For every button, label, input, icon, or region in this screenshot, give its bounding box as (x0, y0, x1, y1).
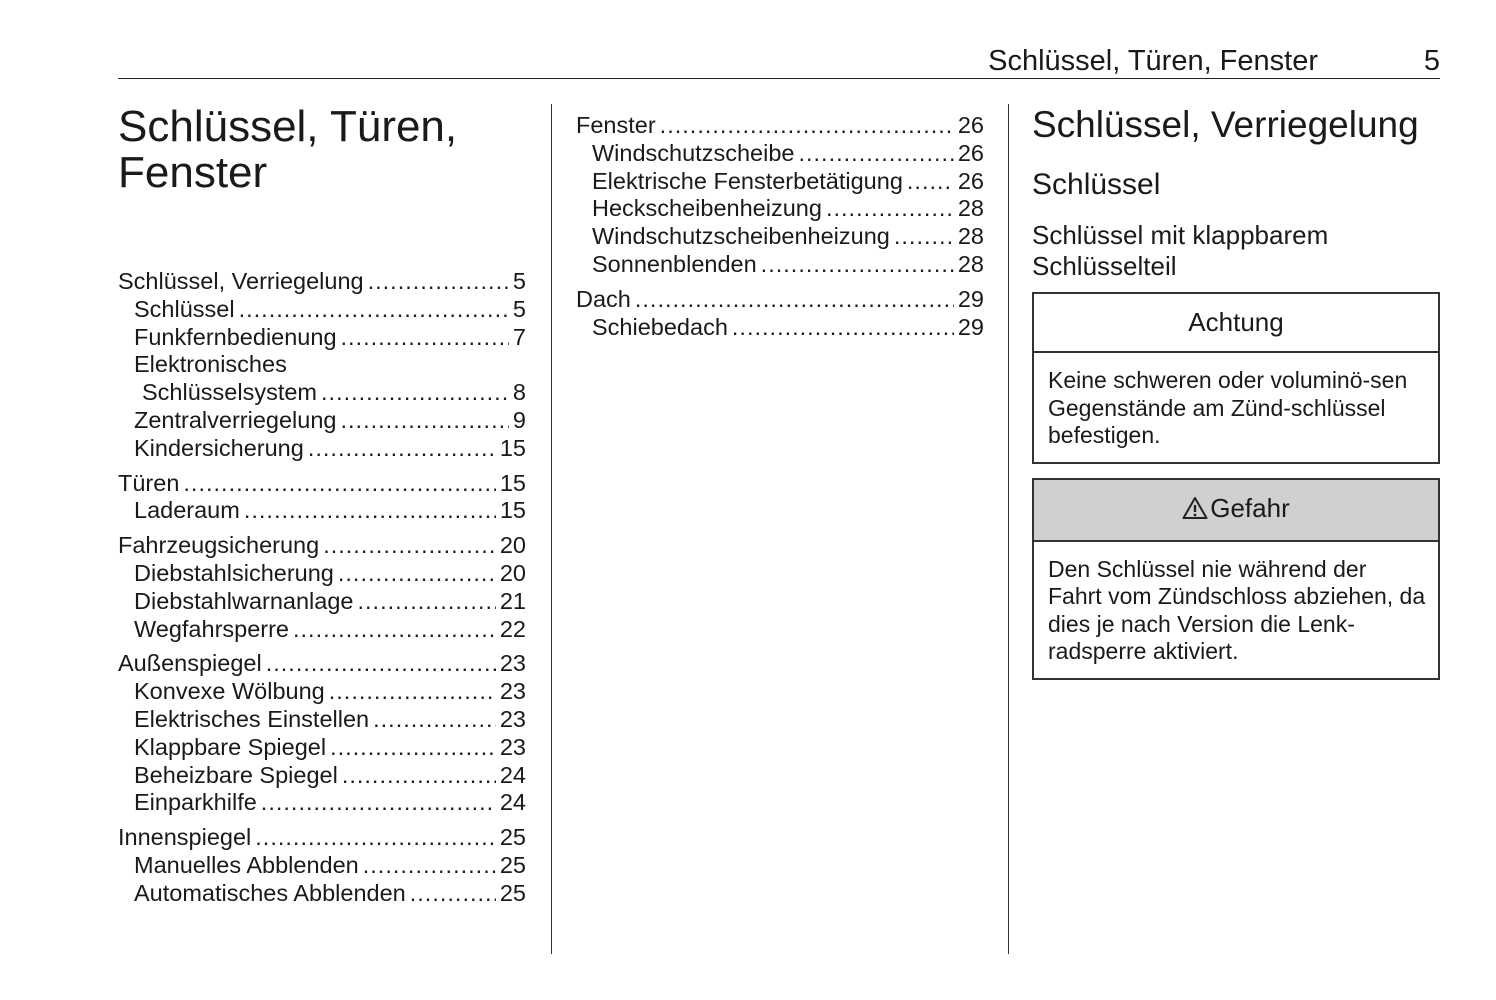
table-of-contents-column-1 (118, 268, 526, 915)
warning-triangle-icon (1182, 496, 1208, 526)
column-divider (1008, 104, 1009, 954)
toc-group (118, 532, 526, 643)
toc-subentry[interactable]: Laderaum ..... 15 (118, 497, 526, 525)
toc-group (118, 268, 526, 463)
caution-title: Achtung (1034, 294, 1438, 353)
running-header-title: Schlüssel, Türen, Fenster (988, 45, 1318, 77)
toc-subentry[interactable]: Elektrische Fensterbetätigung ..... 26 (576, 168, 984, 196)
toc-subentry[interactable]: Zentralverriegelung ..... 9 (118, 407, 526, 435)
toc-subentry[interactable]: Klappbare Spiegel ..... 23 (118, 734, 526, 762)
toc-subentry[interactable]: Heckscheibenheizung ..... 28 (576, 195, 984, 223)
toc-subentry[interactable]: Einparkhilfe ..... 24 (118, 789, 526, 817)
chapter-title: Schlüssel, Türen, Fenster (118, 102, 458, 197)
column-divider (551, 104, 552, 954)
danger-text: Den Schlüssel nie während der Fahrt vom Zündschloss abziehen, da dies je nach Version die Lenk-radsperre aktiviert. (1048, 555, 1426, 664)
section-heading: Schlüssel, Verriegelung (1032, 104, 1419, 145)
toc-subentry[interactable]: Konvexe Wölbung ..... 23 (118, 678, 526, 706)
toc-entry[interactable]: Innenspiegel ..... 25 (118, 824, 526, 852)
subsubsection-heading: Schlüssel mit klappbarem Schlüsselteil (1032, 220, 1329, 281)
toc-subentry[interactable]: Automatisches Abblenden ..... 25 (118, 880, 526, 908)
toc-subentry[interactable]: Wegfahrsperre ..... 22 (118, 616, 526, 644)
toc-subentry[interactable]: Windschutzscheibenheizung ..... 28 (576, 223, 984, 251)
toc-subentry[interactable]: Beheizbare Spiegel ..... 24 (118, 762, 526, 790)
danger-header (1034, 480, 1438, 542)
toc-subentry[interactable]: Diebstahlwarnanlage ..... 21 (118, 588, 526, 616)
toc-subentry[interactable]: Elektrisches Einstellen ..... 23 (118, 706, 526, 734)
toc-subentry[interactable]: Manuelles Abblenden ..... 25 (118, 852, 526, 880)
running-header (118, 44, 1440, 79)
toc-subentry-line[interactable]: Elektronisches (134, 351, 287, 378)
toc-group (118, 650, 526, 817)
danger-title: Gefahr (1210, 492, 1290, 523)
toc-entry[interactable]: Dach ..... 29 (576, 286, 984, 314)
toc-group (576, 112, 984, 279)
toc-entry[interactable]: Türen ..... 15 (118, 470, 526, 498)
table-of-contents-column-2 (576, 112, 984, 348)
content-column (1032, 104, 1440, 680)
toc-subentry[interactable]: Schlüsselsystem ..... 8 (118, 379, 526, 407)
toc-entry[interactable]: Fenster ..... 26 (576, 112, 984, 140)
toc-subentry[interactable]: Schiebedach ..... 29 (576, 314, 984, 342)
page-number: 5 (1423, 45, 1440, 77)
toc-subentry[interactable]: Schlüssel ..... 5 (118, 296, 526, 324)
toc-entry[interactable]: Außenspiegel ..... 23 (118, 650, 526, 678)
toc-subentry[interactable]: Funkfernbedienung ..... 7 (118, 324, 526, 352)
toc-subentry[interactable]: Windschutzscheibe ..... 26 (576, 140, 984, 168)
subsection-heading: Schlüssel (1032, 168, 1161, 201)
toc-group (118, 470, 526, 526)
caution-text: Keine schweren oder voluminö-sen Gegenstände am Zünd-schlüssel befestigen. (1048, 367, 1408, 448)
toc-group (118, 824, 526, 907)
toc-subentry[interactable]: Sonnenblenden ..... 28 (576, 251, 984, 279)
toc-group (576, 286, 984, 342)
toc-entry[interactable]: Schlüssel, Verriegelung ..... 5 (118, 268, 526, 296)
toc-subentry[interactable]: Diebstahlsicherung ..... 20 (118, 560, 526, 588)
toc-subentry[interactable]: Kindersicherung ..... 15 (118, 435, 526, 463)
caution-notice (1032, 292, 1440, 464)
danger-notice (1032, 478, 1440, 680)
toc-entry[interactable]: Fahrzeugsicherung ..... 20 (118, 532, 526, 560)
